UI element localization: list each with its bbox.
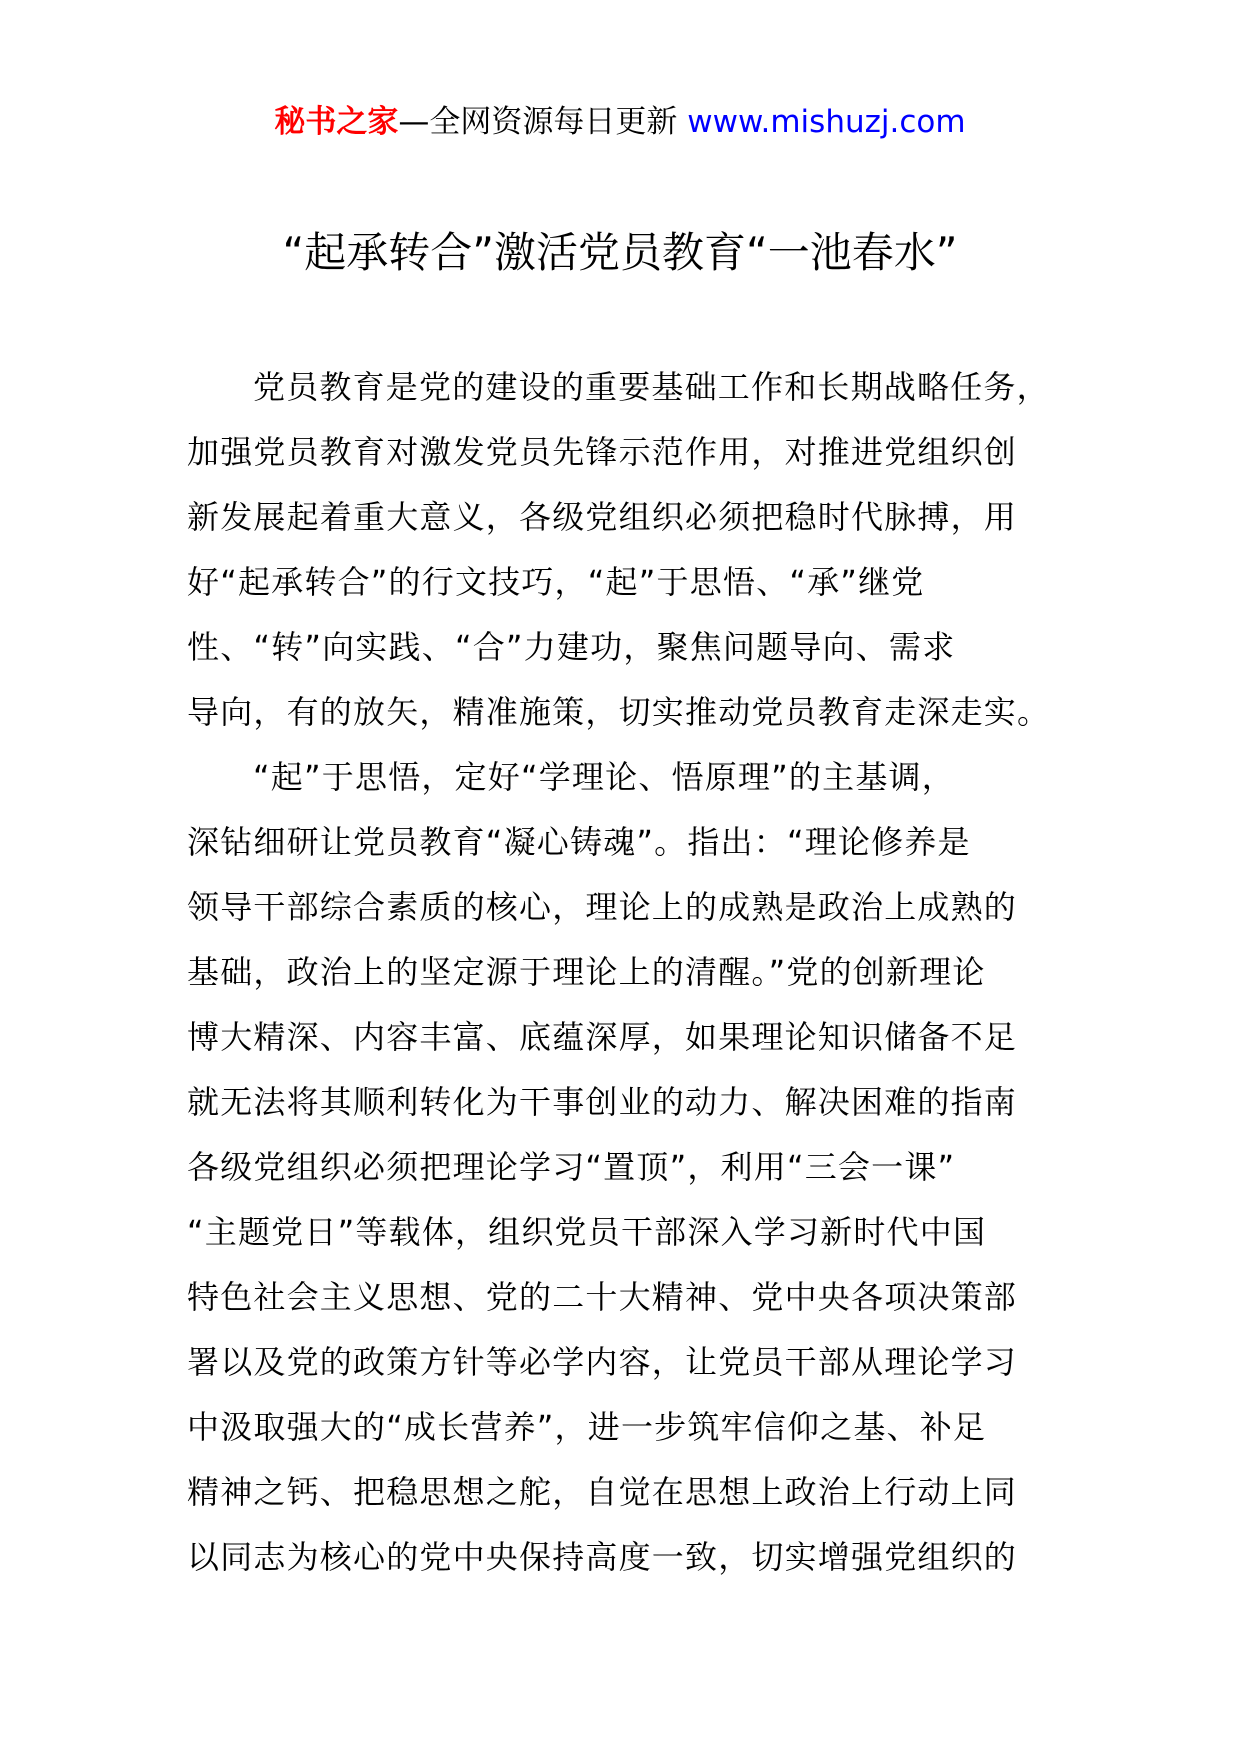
body-line: 精神之钙、把稳思想之舵，自觉在思想上政治上行动上同 [187,1473,1018,1511]
body-line: 深钻细研让党员教育“凝心铸魂”。指出：“理论修养是 [187,823,971,861]
body-line: 好“起承转合”的行文技巧，“起”于思悟、“承”继党 [187,563,925,601]
body-line: 就无法将其顺利转化为干事创业的动力、解决困难的指南 [187,1083,1018,1121]
site-tagline: —全网资源每日更新 [398,104,688,140]
site-url: www.mishuzj.com [687,104,966,140]
body-line: 性、“转”向实践、“合”力建功，聚焦问题导向、需求 [187,628,956,666]
body-line: 特色社会主义思想、党的二十大精神、党中央各项决策部 [187,1278,1018,1316]
body-line: 署以及党的政策方针等必学内容，让党员干部从理论学习 [187,1343,1018,1381]
body-line: 加强党员教育对激发党员先锋示范作用，对推进党组织创 [187,433,1018,471]
body-line: 中汲取强大的“成长营养”，进一步筑牢信仰之基、补足 [187,1408,987,1446]
document-body [187,355,1057,1590]
body-line: 领导干部综合素质的核心，理论上的成熟是政治上成熟的 [187,888,1018,926]
body-line: 党员教育是党的建设的重要基础工作和长期战略任务， [253,368,1050,406]
site-header [0,100,1240,144]
body-line: 各级党组织必须把理论学习“置顶”，利用“三会一课” [187,1148,956,1186]
body-line: 导向，有的放矢，精准施策，切实推动党员教育走深走实。 [187,693,1051,731]
body-line: 博大精深、内容丰富、底蕴深厚，如果理论知识储备不足 [187,1018,1018,1056]
site-brand: 秘书之家 [274,104,399,140]
body-line: 以同志为核心的党中央保持高度一致，切实增强党组织的 [187,1538,1018,1576]
body-line: 新发展起着重大意义，各级党组织必须把稳时代脉搏，用 [187,498,1018,536]
body-line: 基础，政治上的坚定源于理论上的清醒。”党的创新理论 [187,953,986,991]
document-title: “起承转合”激活党员教育“一池春水” [282,228,958,277]
body-line: “起”于思悟，定好“学理论、悟原理”的主基调， [253,758,955,796]
body-line: “主题党日”等载体，组织党员干部深入学习新时代中国 [187,1213,987,1251]
